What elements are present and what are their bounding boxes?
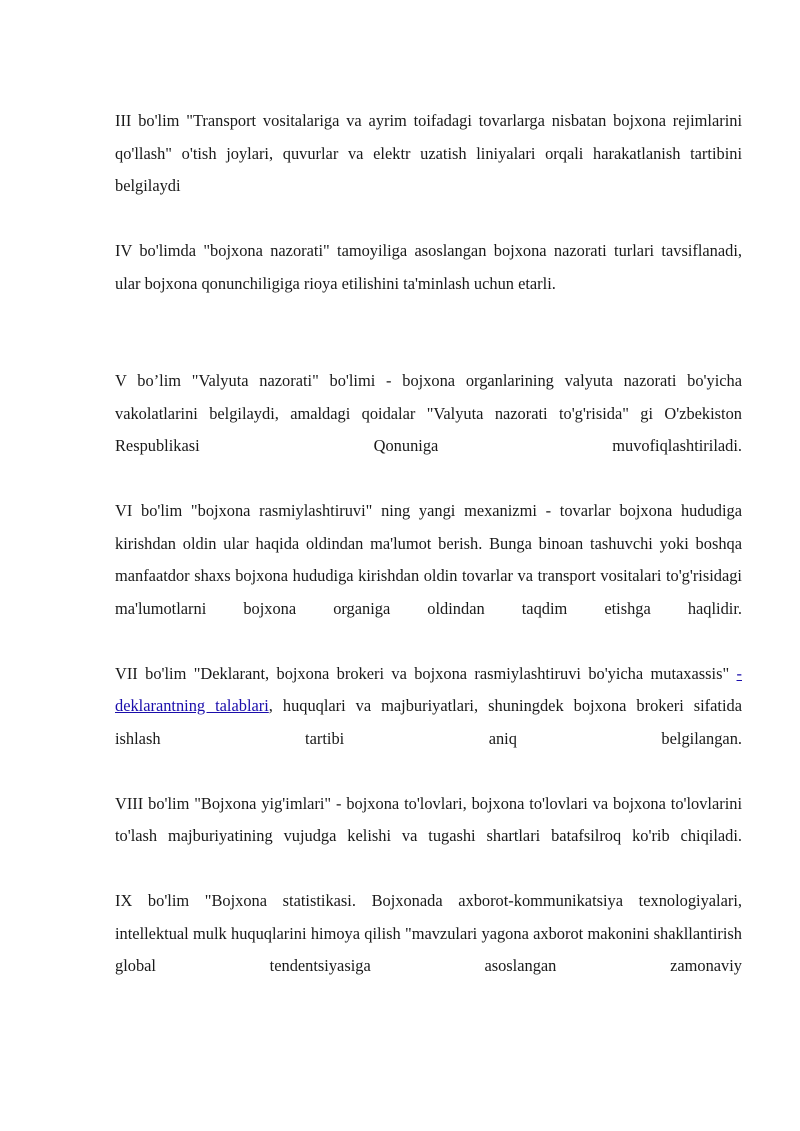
paragraph-section-7 <box>115 658 742 756</box>
paragraph-section-8: VIII bo'lim "Bojxona yig'imlari" - bojxona to'lovlari, bojxona to'lovlari va bojxona to'lovlarini to'lash majburiyatining vujudga kelishi va tugashi shartlari batafsilroq ko'rib chiqiladi. <box>115 793 742 845</box>
paragraph-gap <box>115 203 742 236</box>
paragraph-section-7-text-before: VII bo'lim "Deklarant, bojxona brokeri va bojxona rasmiylashtiruvi bo'yicha mutaxassis" <box>115 663 737 683</box>
paragraph-gap <box>115 463 742 496</box>
paragraph-section-9: IX bo'lim "Bojxona statistikasi. Bojxonada axborot-kommunikatsiya texnologiyalari, intellektual mulk huquqlarini himoya qilish "mavzulari yagona axborot makonini shakllantirish global tendentsiyasiga asoslangan zamonaviy <box>115 891 742 975</box>
paragraph-gap <box>115 755 742 788</box>
document-page <box>115 105 742 983</box>
paragraph-section-7-text-after: , huquqlari va majburiyatlari, shuningdek bojxona brokeri sifatida ishlash tartibi aniq belgilangan. <box>115 696 742 748</box>
paragraph-section-6: VI bo'lim "bojxona rasmiylashtiruvi" ning yangi mexanizmi - tovarlar bojxona hududiga kirishdan oldin ular haqida oldindan ma'lumot berish. Bunga binoan tashuvchi yoki boshqa manfaatdor shaxs bojxona hududiga kirishdan oldin tovarlar va transport vositalari to'g'risidagi ma'lumotlarni bojxona organiga oldindan taqdim etishga haqlidir. <box>115 501 742 618</box>
declarant-requirements-link[interactable]: - deklarantning talablari <box>115 663 742 715</box>
paragraph-section-3: III bo'lim "Transport vositalariga va ayrim toifadagi tovarlarga nisbatan bojxona rejimlarini qo'llash" o'tish joylari, quvurlar va elektr uzatish liniyalari orqali harakatlanish tartibini belgilaydi <box>115 111 742 195</box>
paragraph-gap <box>115 853 742 886</box>
paragraph-section-4: IV bo'limda "bojxona nazorati" tamoyiliga asoslangan bojxona nazorati turlari tavsiflanadi, ular bojxona qonunchiligiga rioya etilishini ta'minlash uchun etarli. <box>115 241 742 293</box>
paragraph-gap <box>115 625 742 658</box>
paragraph-section-5: V bo’lim "Valyuta nazorati" bo'limi - bojxona organlarining valyuta nazorati bo'yicha vakolatlarini belgilaydi, amaldagi qoidalar "Valyuta nazorati to'g'risida" gi O'zbekiston Respublikasi Qonuniga muvofiqlashtiriladi. <box>115 371 742 455</box>
paragraph-gap <box>115 300 742 365</box>
